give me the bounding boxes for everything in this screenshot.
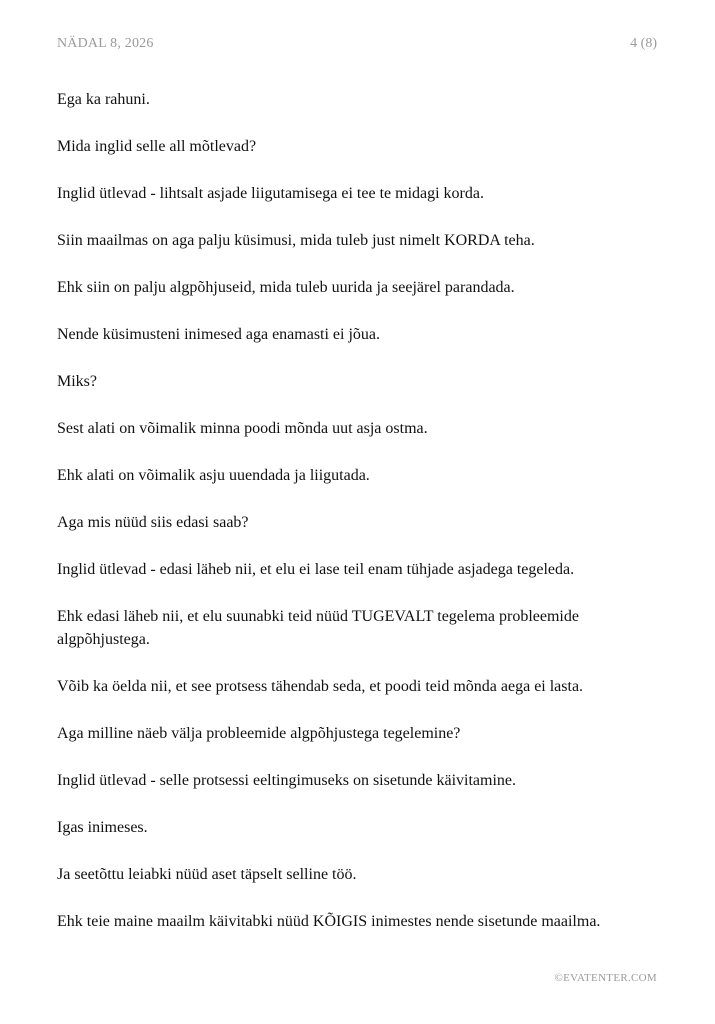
paragraph: Ehk siin on palju algpõhjuseid, mida tuleb uurida ja seejärel parandada. [57, 279, 515, 296]
header-week: NÄDAL 8, 2026 [57, 36, 154, 51]
paragraph: Inglid ütlevad - lihtsalt asjade liigutamisega ei tee te midagi korda. [57, 185, 484, 202]
paragraph: Mida inglid selle all mõtlevad? [57, 138, 257, 155]
paragraph: Ehk edasi läheb nii, et elu suunabki teid nüüd TUGEVALT tegelema probleemide algpõhjustega. [57, 608, 579, 648]
paragraph: Ega ka rahuni. [57, 91, 150, 108]
paragraph: Võib ka öelda nii, et see protsess tähendab seda, et poodi teid mõnda aega ei lasta. [57, 678, 584, 695]
paragraph: Aga mis nüüd siis edasi saab? [57, 514, 249, 531]
paragraph: Siin maailmas on aga palju küsimusi, mida tuleb just nimelt KORDA teha. [57, 232, 535, 249]
paragraph: Ehk alati on võimalik asju uuendada ja liigutada. [57, 467, 370, 484]
document-body [57, 88, 659, 957]
paragraph: Igas inimeses. [57, 819, 148, 836]
paragraph: Ehk teie maine maailm käivitabki nüüd KÕIGIS inimestes nende sisetunde maailma. [57, 913, 601, 930]
paragraph: Miks? [57, 373, 97, 390]
paragraph: Sest alati on võimalik minna poodi mõnda uut asja ostma. [57, 420, 428, 437]
copyright-footer: ©EVATENTER.COM [554, 972, 657, 984]
paragraph: Inglid ütlevad - selle protsessi eeltingimuseks on sisetunde käivitamine. [57, 772, 517, 789]
paragraph: Inglid ütlevad - edasi läheb nii, et elu ei lase teil enam tühjade asjadega tegeleda. [57, 561, 575, 578]
page-number: 4 (8) [630, 36, 657, 51]
paragraph: Nende küsimusteni inimesed aga enamasti ei jõua. [57, 326, 381, 343]
paragraph: Aga milline näeb välja probleemide algpõhjustega tegelemine? [57, 725, 461, 742]
paragraph: Ja seetõttu leiabki nüüd aset täpselt selline töö. [57, 866, 357, 883]
